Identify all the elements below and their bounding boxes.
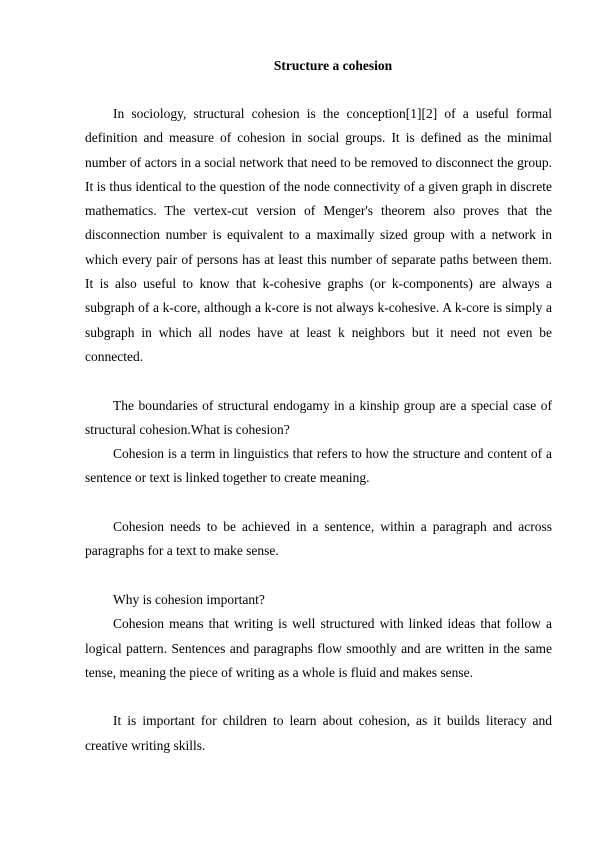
paragraph-spacer — [85, 685, 552, 709]
paragraph-cohesion-achieved: Cohesion needs to be achieved in a sentence, within a paragraph and across paragraphs for a text to make sense. — [85, 519, 552, 559]
paragraph-structural-cohesion: In sociology, structural cohesion is the conception[1][2] of a useful formal definition and measure of cohesion in social groups. It is defined as the minimal number of actors in a social network that need to be removed to disconnect the group. It is thus identical to the question of the node connectivity of a given graph in discrete mathematics. The vertex-cut version of Menger's theorem also proves that the disconnection number is equivalent to a maximally sized group with a network in which every pair of persons has at least this number of separate paths between them. It is also useful to know that k-cohesive graphs (or k-components) are always a subgraph of a k-core, although a k-core is not always k-cohesive. A k-core is simply a subgraph in which all nodes have at least k neighbors but it need not even be connected. — [85, 106, 552, 364]
paragraph-spacer — [85, 491, 552, 515]
paragraph-endogamy: The boundaries of structural endogamy in a kinship group are a special case of structural cohesion.What is cohesion? — [85, 397, 552, 437]
paragraph-spacer — [85, 564, 552, 588]
paragraph-why-important: Why is cohesion important? — [113, 591, 265, 607]
document-title: Structure a cohesion — [273, 58, 393, 73]
paragraph-cohesion-means: Cohesion means that writing is well structured with linked ideas that follow a logical pattern. Sentences and paragraphs flow smoothly and are written in the same tense, meaning the piece of writing as a whole is fluid and makes sense. — [85, 616, 552, 680]
document-body — [85, 102, 552, 758]
paragraph-spacer — [85, 369, 552, 393]
paragraph-cohesion-definition: Cohesion is a term in linguistics that refers to how the structure and content of a sentence or text is linked together to create meaning. — [85, 446, 552, 486]
paragraph-children-learn: It is important for children to learn about cohesion, as it builds literacy and creative writing skills. — [85, 713, 552, 753]
